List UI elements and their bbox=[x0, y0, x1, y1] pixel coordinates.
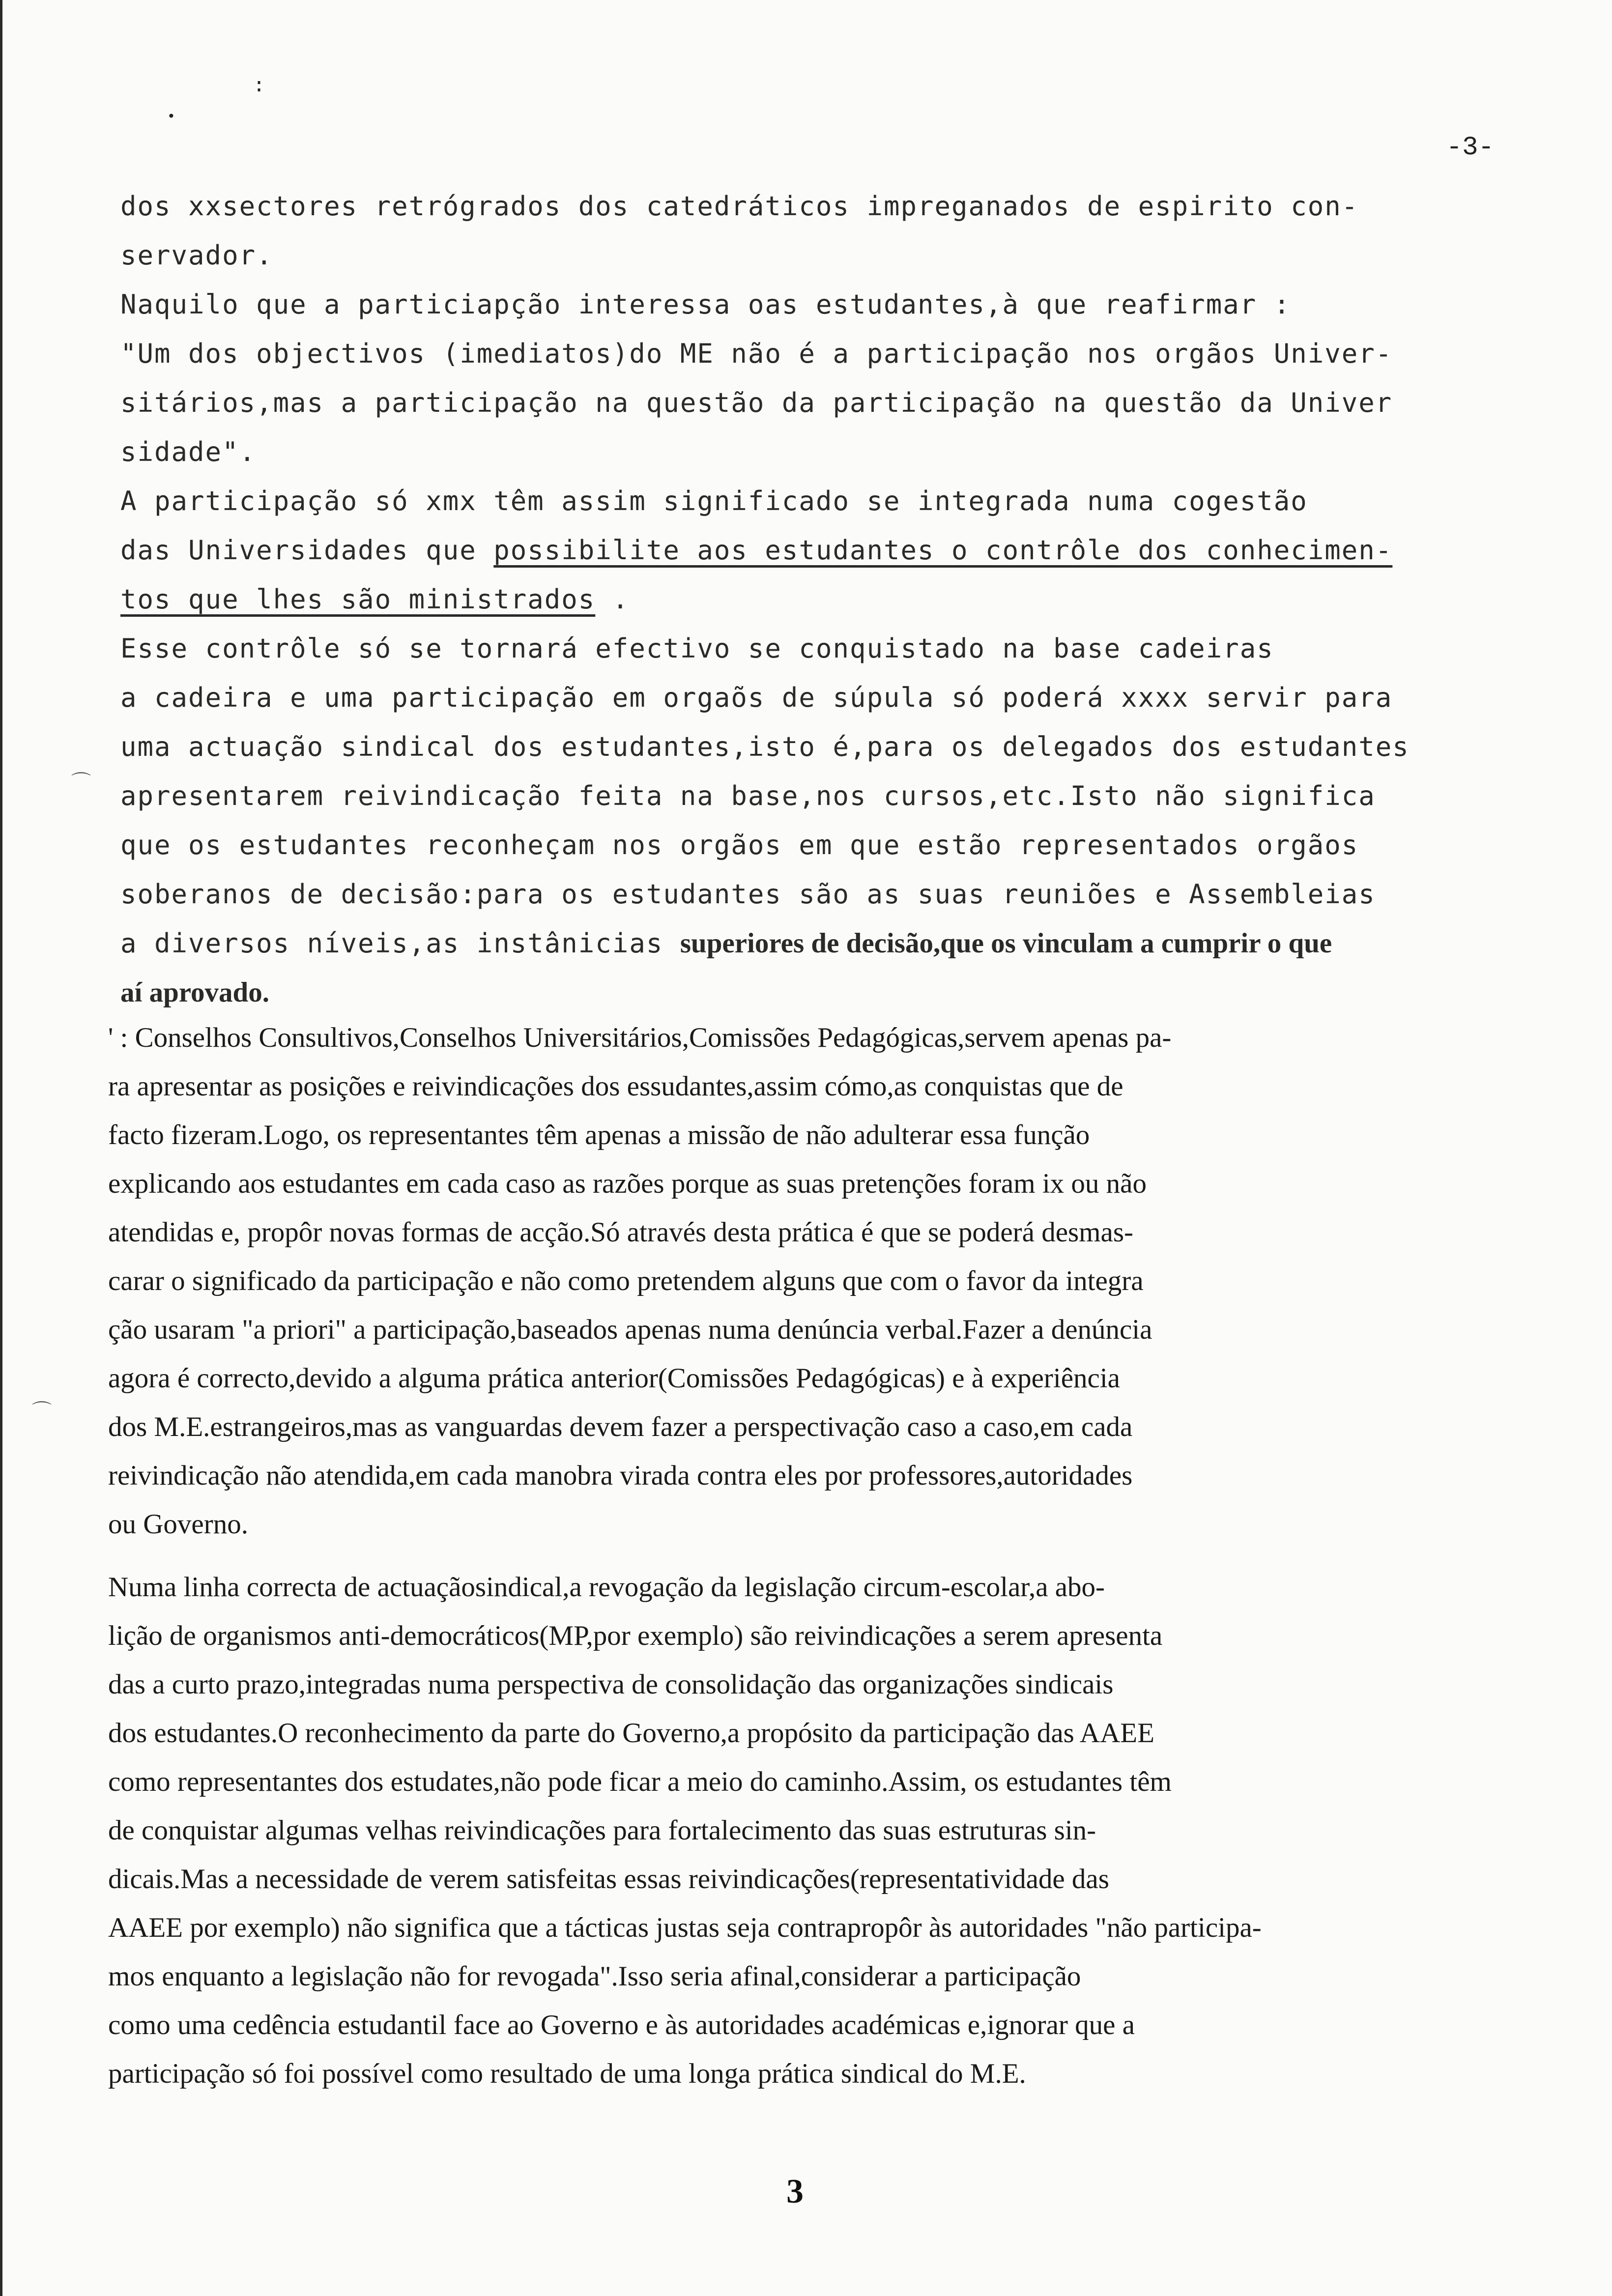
margin-bracket-mark: ⌒ bbox=[32, 1400, 52, 1423]
typed-line: que os estudantes reconheçam nos orgãos em que estão representados orgãos bbox=[120, 830, 1359, 861]
typed-line: soberanos de decisão:para os estudantes são as suas reuniões e Assembleias bbox=[120, 879, 1376, 910]
underlined-phrase: possibilite aos estudantes o contrôle dos conhecimen- bbox=[493, 535, 1393, 566]
serif-continuation: superiores de decisão,que os vinculam a cumprir o que bbox=[680, 928, 1332, 959]
paragraph-line: explicando aos estudantes em cada caso as razões porque as suas pretenções foram ix ou não bbox=[108, 1168, 1147, 1199]
typed-line: sitários,mas a participação na questão da participação na questão da Univer bbox=[120, 387, 1393, 418]
typed-line: "Um dos objectivos (imediatos)do ME não é a participação nos orgãos Univer- bbox=[120, 338, 1393, 369]
typed-line: a cadeira e uma participação em orgaõs de súpula só poderá xxxx servir para bbox=[120, 682, 1393, 713]
margin-bracket-mark: ⌒ bbox=[71, 771, 91, 794]
paragraph-line: agora é correcto,devido a alguma prática anterior(Comissões Pedagógicas) e à experiência bbox=[108, 1363, 1120, 1394]
paragraph-line: lição de organismos anti-democráticos(MP,por exemplo) são reivindicações a serem apresenta bbox=[108, 1620, 1163, 1651]
typed-line-lead: das Universidades que bbox=[120, 535, 494, 566]
typed-line: Naquilo que a particiapção interessa oas estudantes,à que reafirmar : bbox=[120, 289, 1291, 320]
paragraph-line: como representantes dos estudates,não pode ficar a meio do caminho.Assim, os estudantes têm bbox=[108, 1766, 1172, 1797]
paragraph-line: dos estudantes.O reconhecimento da parte do Governo,a propósito da participação das AAEE bbox=[108, 1718, 1154, 1749]
paragraph-line: participação só foi possível como resultado de uma longa prática sindical do M.E. bbox=[108, 2058, 1026, 2089]
paragraph-line: AAEE por exemplo) não significa que a tácticas justas seja contrapropôr às autoridades "não participa- bbox=[108, 1912, 1262, 1943]
typed-line: sidade". bbox=[120, 436, 257, 467]
typed-section bbox=[120, 182, 1560, 1017]
typed-line: Esse contrôle só se tornará efectivo se conquistado na base cadeiras bbox=[120, 633, 1274, 664]
paragraph-line: das a curto prazo,integradas numa perspectiva de consolidação das organizações sindicais bbox=[108, 1669, 1114, 1700]
paragraph-line: reivindicação não atendida,em cada manobra virada contra eles por professores,autoridades bbox=[108, 1460, 1133, 1491]
paragraph-line: como uma cedência estudantil face ao Governo e às autoridades académicas e,ignorar que a bbox=[108, 2009, 1135, 2040]
typed-line bbox=[120, 526, 1560, 575]
paragraph-line: de conquistar algumas velhas reivindicações para fortalecimento das suas estruturas sin- bbox=[108, 1815, 1096, 1846]
paragraph-line: ra apresentar as posições e reivindicações dos essudantes,assim cómo,as conquistas que de bbox=[108, 1071, 1123, 1102]
paragraph-line: ' : Conselhos Consultivos,Conselhos Universitários,Comissões Pedagógicas,servem apenas pa- bbox=[108, 1022, 1172, 1053]
paragraph-line: carar o significado da participação e não como pretendem alguns que com o favor da integra bbox=[108, 1265, 1144, 1296]
typed-line bbox=[120, 919, 1560, 968]
paragraph-line: atendidas e, propôr novas formas de acção.Só através desta prática é que se poderá desmas- bbox=[108, 1217, 1133, 1248]
typed-line: servador. bbox=[120, 240, 273, 271]
page-number-top: -3- bbox=[1446, 133, 1494, 163]
typed-line: dos xxsectores retrógrados dos catedráticos impreganados de espirito con- bbox=[120, 191, 1359, 222]
typed-line bbox=[120, 575, 1560, 624]
typed-line: apresentarem reivindicação feita na base,nos cursos,etc.Isto não significa bbox=[120, 780, 1376, 811]
typed-line: A participação só xmx têm assim significado se integrada numa cogestão bbox=[120, 486, 1308, 517]
typed-line-tail: . bbox=[595, 584, 630, 615]
paragraph-line: Numa linha correcta de actuaçãosindical,a revogação da legislação circum-escolar,a abo- bbox=[108, 1572, 1105, 1603]
serif-continuation-line: aí aprovado. bbox=[120, 977, 270, 1008]
underlined-phrase-cont: tos que lhes são ministrados bbox=[120, 584, 596, 615]
paragraph-line: mos enquanto a legislação não for revogada".Isso seria afinal,considerar a participação bbox=[108, 1961, 1081, 1992]
corner-mark-dot: • bbox=[167, 108, 175, 124]
paragraph-line: ção usaram "a priori" a participação,baseados apenas numa denúncia verbal.Fazer a denúncia bbox=[108, 1314, 1152, 1345]
paragraph-line: dos M.E.estrangeiros,mas as vanguardas devem fazer a perspectivação caso a caso,em cada bbox=[108, 1411, 1133, 1442]
typed-line-lead: a diversos níveis,as instânicias bbox=[120, 928, 680, 959]
paragraph-line: ou Governo. bbox=[108, 1509, 248, 1540]
paragraph-line: facto fizeram.Logo, os representantes têm apenas a missão de não adulterar essa função bbox=[108, 1119, 1090, 1150]
paragraph-line: dicais.Mas a necessidade de verem satisfeitas essas reivindicações(representatividade das bbox=[108, 1864, 1109, 1894]
paragraph-2 bbox=[108, 1563, 1560, 2098]
paragraph-1 bbox=[108, 1013, 1560, 1549]
typed-line: uma actuação sindical dos estudantes,isto é,para os delegados dos estudantes bbox=[120, 731, 1410, 762]
corner-mark-colon: : bbox=[253, 74, 265, 96]
page-number-bottom: 3 bbox=[786, 2173, 804, 2210]
